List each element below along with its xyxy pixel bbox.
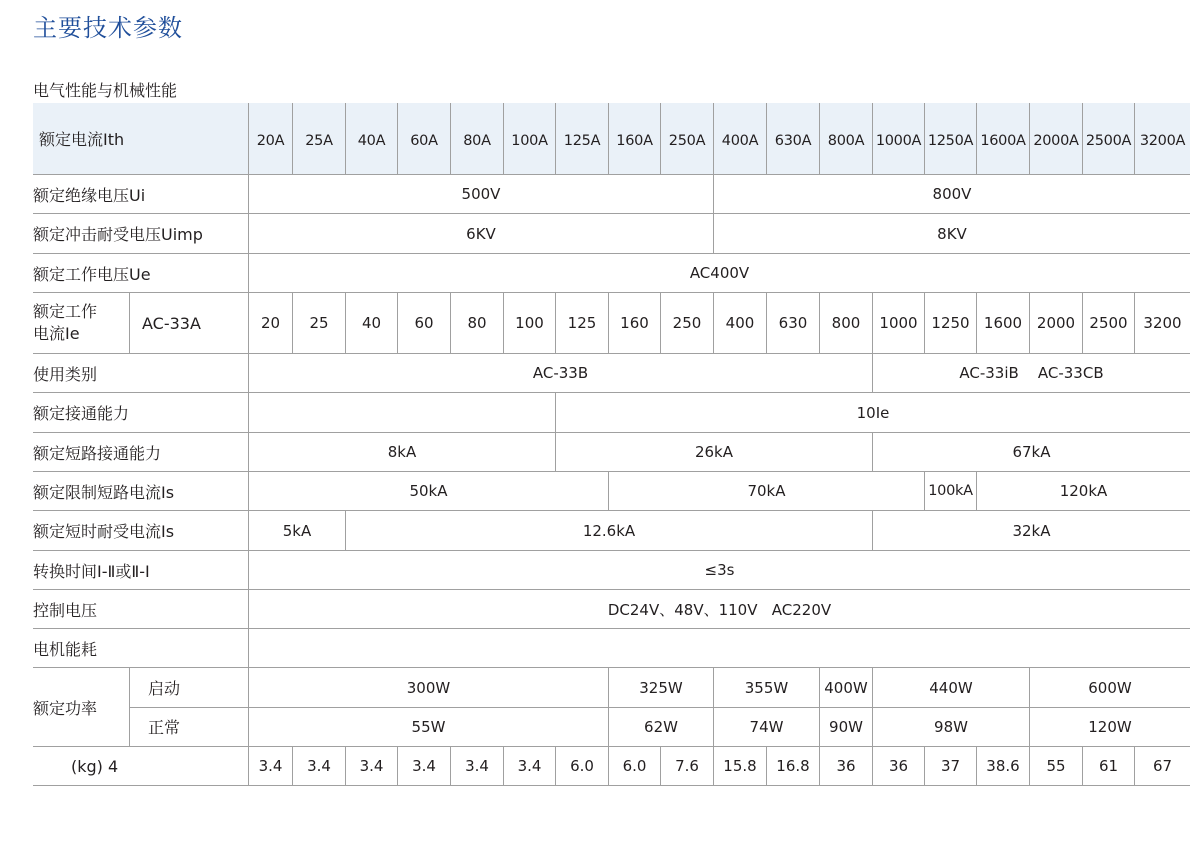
header-cell: 2000A (1029, 103, 1082, 174)
value-cell: 38.6 (976, 747, 1029, 785)
table-row (33, 590, 1190, 629)
row-label: 使用类别 (33, 364, 98, 384)
value-cell: 12.6kA (345, 511, 872, 550)
value-cell: 325W (608, 668, 713, 707)
value-cell: 400 (713, 293, 766, 353)
table-row (33, 103, 1190, 175)
value-cell: 355W (713, 668, 819, 707)
page-title: 主要技术参数 (33, 14, 183, 42)
value-cell: DC24V、48V、110V AC220V (248, 590, 1190, 628)
value-cell: 67 (1134, 747, 1190, 785)
value-cell: 55W (248, 707, 608, 746)
value-cell: 120kA (976, 472, 1190, 510)
row-sublabel: 启动 (129, 668, 248, 707)
row-label: 额定工作电压Ue (33, 264, 151, 284)
header-cell: 80A (450, 103, 503, 174)
value-cell: 80 (450, 293, 503, 353)
table-row (33, 551, 1190, 590)
value-cell: 160 (608, 293, 660, 353)
value-cell: 3.4 (503, 747, 555, 785)
table-row (33, 175, 1190, 214)
value-cell: AC-33B (248, 354, 872, 392)
value-cell: 67kA (872, 433, 1190, 471)
value-cell: 60 (397, 293, 450, 353)
value-cell: 800V (713, 175, 1190, 213)
value-cell: 6.0 (555, 747, 608, 785)
value-cell: 15.8 (713, 747, 766, 785)
value-cell: 74W (713, 707, 819, 746)
table-row (33, 707, 1190, 747)
row-sublabel: AC-33A (129, 293, 248, 353)
value-cell: 3.4 (292, 747, 345, 785)
value-cell: 250 (660, 293, 713, 353)
header-cell: 25A (292, 103, 345, 174)
row-label: 额定工作 电流Ie (33, 302, 98, 343)
value-cell: 98W (872, 707, 1029, 746)
value-cell: 3200 (1134, 293, 1190, 353)
value-cell: 500V (248, 175, 713, 213)
row-label: 额定功率 (33, 699, 98, 718)
table-row (33, 433, 1190, 472)
value-cell: 70kA (608, 472, 924, 510)
table-row (33, 293, 1190, 354)
value-cell (248, 629, 1190, 667)
value-cell: 37 (924, 747, 976, 785)
row-label: 额定绝缘电压Ui (33, 185, 146, 205)
value-cell: 1250 (924, 293, 976, 353)
table-row (33, 354, 1190, 393)
value-cell: 36 (872, 747, 924, 785)
table-row (33, 668, 1190, 718)
value-cell: 8KV (713, 214, 1190, 253)
header-cell: 20A (248, 103, 292, 174)
value-cell: 1000 (872, 293, 924, 353)
header-cell: 100A (503, 103, 555, 174)
value-cell: 3.4 (397, 747, 450, 785)
row-label: 额定短时耐受电流Is (33, 522, 175, 541)
value-cell: 32kA (872, 511, 1190, 550)
table-row (33, 214, 1190, 254)
value-cell: 120W (1029, 707, 1190, 746)
value-cell: 36 (819, 747, 872, 785)
value-cell: 2000 (1029, 293, 1082, 353)
value-cell: 16.8 (766, 747, 819, 785)
row-sublabel: 正常 (129, 707, 248, 746)
value-cell: 26kA (555, 433, 872, 471)
value-cell: 61 (1082, 747, 1134, 785)
header-cell: 1600A (976, 103, 1029, 174)
table-row (33, 254, 1190, 293)
value-cell: 62W (608, 707, 713, 746)
value-cell: 600W (1029, 668, 1190, 707)
row-label: 转换时间Ⅰ-Ⅱ或Ⅱ-Ⅰ (33, 561, 150, 581)
value-cell: AC-33iB AC-33CB (872, 354, 1190, 392)
value-cell: 6KV (248, 214, 713, 253)
value-cell: 8kA (248, 433, 555, 471)
header-cell: 250A (660, 103, 713, 174)
value-cell: 7.6 (660, 747, 713, 785)
value-cell: 440W (872, 668, 1029, 707)
table-row (33, 629, 1190, 668)
value-cell: 300W (248, 668, 608, 707)
section-subtitle: 电气性能与机械性能 (33, 81, 178, 100)
row-label: 额定接通能力 (33, 404, 130, 423)
value-cell: AC400V (248, 254, 1190, 292)
value-cell: 3.4 (248, 747, 292, 785)
header-cell: 800A (819, 103, 872, 174)
value-cell: 125 (555, 293, 608, 353)
value-cell: 3.4 (345, 747, 397, 785)
row-label: 电机能耗 (33, 639, 98, 659)
value-cell: 1600 (976, 293, 1029, 353)
row-label: 额定限制短路电流Is (33, 482, 175, 502)
table-row (33, 747, 1190, 786)
row-label: (kg) 4 (71, 756, 119, 776)
table-row (33, 511, 1190, 551)
value-cell: 10Ie (555, 393, 1190, 432)
row-label: 额定短路接通能力 (33, 443, 162, 463)
value-cell: 100 (503, 293, 555, 353)
header-cell: 3200A (1134, 103, 1190, 174)
value-cell: 2500 (1082, 293, 1134, 353)
row-label: 额定电流Ith (39, 130, 125, 149)
header-cell: 40A (345, 103, 397, 174)
value-cell: 6.0 (608, 747, 660, 785)
header-cell: 2500A (1082, 103, 1134, 174)
value-cell: 50kA (248, 472, 608, 510)
header-cell: 1250A (924, 103, 976, 174)
header-cell: 125A (555, 103, 608, 174)
value-cell: 800 (819, 293, 872, 353)
value-cell: 25 (292, 293, 345, 353)
value-cell: 20 (248, 293, 292, 353)
value-cell: 630 (766, 293, 819, 353)
header-cell: 1000A (872, 103, 924, 174)
value-cell: ≤3s (248, 551, 1190, 589)
value-cell (248, 393, 555, 432)
value-cell: 40 (345, 293, 397, 353)
row-label: 额定冲击耐受电压Uimp (33, 225, 203, 244)
value-cell: 90W (819, 707, 872, 746)
table-row (33, 393, 1190, 433)
value-cell: 5kA (248, 511, 345, 550)
header-cell: 60A (397, 103, 450, 174)
value-cell: 55 (1029, 747, 1082, 785)
value-cell: 400W (819, 668, 872, 707)
header-cell: 400A (713, 103, 766, 174)
value-cell: 100kA (924, 472, 976, 510)
value-cell: 3.4 (450, 747, 503, 785)
header-cell: 630A (766, 103, 819, 174)
header-cell: 160A (608, 103, 660, 174)
table-row (33, 472, 1190, 511)
row-label: 控制电压 (33, 600, 98, 620)
